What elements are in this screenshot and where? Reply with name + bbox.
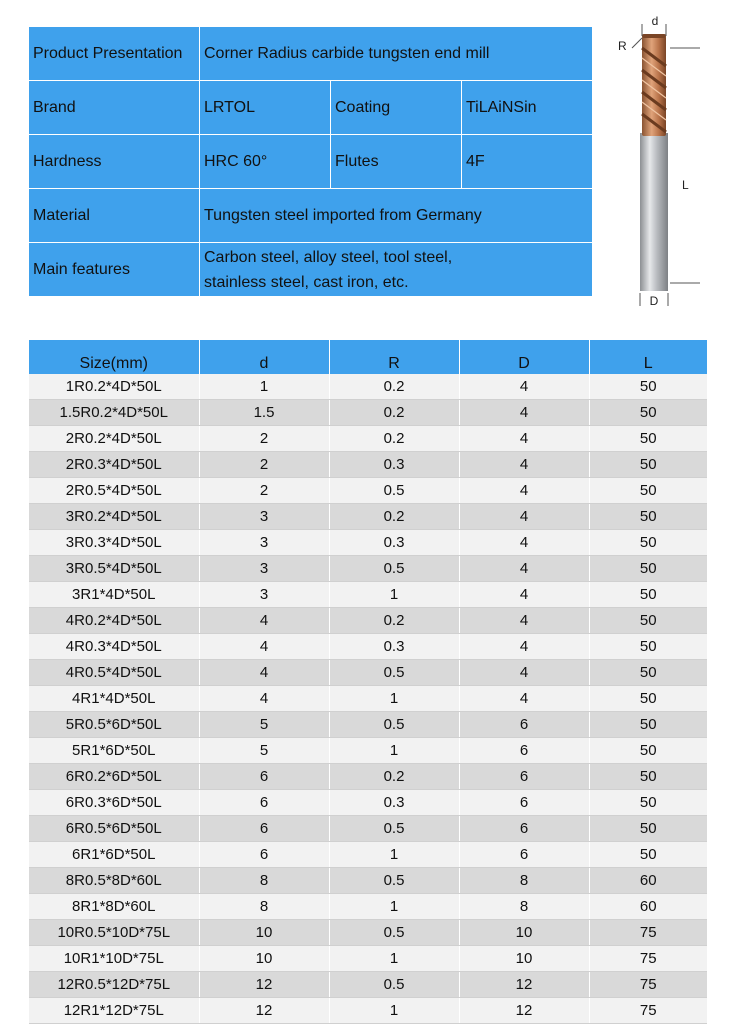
cell-r: 0.2 bbox=[329, 426, 459, 452]
cell-d: 4 bbox=[199, 608, 329, 634]
cell-r: 0.5 bbox=[329, 920, 459, 946]
table-row bbox=[29, 738, 707, 764]
cell-l: 50 bbox=[589, 452, 707, 478]
end-mill-tip bbox=[642, 34, 666, 38]
cell-D: 4 bbox=[459, 582, 589, 608]
cell-d: 12 bbox=[199, 972, 329, 998]
cell-d: 3 bbox=[199, 504, 329, 530]
cell-r: 1 bbox=[329, 998, 459, 1024]
table-row bbox=[29, 374, 707, 400]
cell-d: 6 bbox=[199, 842, 329, 868]
spec-label-material: Material bbox=[29, 189, 199, 242]
cell-l: 50 bbox=[589, 686, 707, 712]
table-row bbox=[29, 634, 707, 660]
cell-size: 10R1*10D*75L bbox=[29, 946, 199, 972]
table-row bbox=[29, 920, 707, 946]
cell-d: 5 bbox=[199, 712, 329, 738]
header-size: Size(mm) bbox=[29, 340, 199, 374]
cell-d: 5 bbox=[199, 738, 329, 764]
cell-size: 1.5R0.2*4D*50L bbox=[29, 400, 199, 426]
table-row bbox=[29, 816, 707, 842]
cell-D: 4 bbox=[459, 530, 589, 556]
cell-r: 0.5 bbox=[329, 712, 459, 738]
cell-l: 50 bbox=[589, 842, 707, 868]
cell-D: 10 bbox=[459, 946, 589, 972]
cell-l: 50 bbox=[589, 582, 707, 608]
cell-size: 2R0.2*4D*50L bbox=[29, 426, 199, 452]
cell-r: 1 bbox=[329, 582, 459, 608]
cell-D: 8 bbox=[459, 894, 589, 920]
cell-l: 75 bbox=[589, 946, 707, 972]
cell-r: 0.2 bbox=[329, 608, 459, 634]
cell-r: 0.2 bbox=[329, 400, 459, 426]
cell-D: 6 bbox=[459, 764, 589, 790]
cell-r: 1 bbox=[329, 686, 459, 712]
table-row bbox=[29, 608, 707, 634]
cell-r: 0.3 bbox=[329, 634, 459, 660]
cell-l: 50 bbox=[589, 816, 707, 842]
spec-label-features: Main features bbox=[29, 243, 199, 296]
cell-size: 6R0.3*6D*50L bbox=[29, 790, 199, 816]
cell-size: 5R0.5*6D*50L bbox=[29, 712, 199, 738]
table-row bbox=[29, 972, 707, 998]
cell-d: 12 bbox=[199, 998, 329, 1024]
header-l: L bbox=[589, 340, 707, 374]
cell-D: 6 bbox=[459, 790, 589, 816]
spec-value-flutes: 4F bbox=[462, 135, 592, 188]
cell-size: 4R0.5*4D*50L bbox=[29, 660, 199, 686]
table-row bbox=[29, 764, 707, 790]
table-row bbox=[29, 712, 707, 738]
cell-D: 12 bbox=[459, 998, 589, 1024]
cell-r: 0.5 bbox=[329, 556, 459, 582]
cell-l: 50 bbox=[589, 530, 707, 556]
header-D: D bbox=[459, 340, 589, 374]
table-row bbox=[29, 582, 707, 608]
cell-l: 50 bbox=[589, 738, 707, 764]
cell-l: 60 bbox=[589, 868, 707, 894]
dim-label-d: d bbox=[651, 14, 659, 28]
cell-size: 1R0.2*4D*50L bbox=[29, 374, 199, 400]
cell-D: 6 bbox=[459, 816, 589, 842]
cell-D: 4 bbox=[459, 426, 589, 452]
cell-d: 3 bbox=[199, 556, 329, 582]
cell-size: 4R1*4D*50L bbox=[29, 686, 199, 712]
cell-r: 0.2 bbox=[329, 504, 459, 530]
cell-D: 4 bbox=[459, 400, 589, 426]
table-row bbox=[29, 790, 707, 816]
cell-l: 50 bbox=[589, 504, 707, 530]
cell-size: 3R0.5*4D*50L bbox=[29, 556, 199, 582]
size-table-header-row bbox=[29, 340, 707, 374]
spec-value-brand: LRTOL bbox=[200, 81, 330, 134]
spec-value-features bbox=[200, 243, 592, 296]
cell-l: 75 bbox=[589, 998, 707, 1024]
cell-d: 1.5 bbox=[199, 400, 329, 426]
table-row bbox=[29, 426, 707, 452]
spec-value-hardness: HRC 60° bbox=[200, 135, 330, 188]
cell-d: 8 bbox=[199, 868, 329, 894]
cell-r: 0.3 bbox=[329, 790, 459, 816]
dim-label-D: D bbox=[649, 294, 659, 308]
table-row bbox=[29, 556, 707, 582]
header-r: R bbox=[329, 340, 459, 374]
cell-l: 50 bbox=[589, 426, 707, 452]
cell-l: 50 bbox=[589, 712, 707, 738]
cell-l: 50 bbox=[589, 634, 707, 660]
cell-l: 50 bbox=[589, 764, 707, 790]
features-line-1: Carbon steel, alloy steel, tool steel, bbox=[204, 248, 453, 266]
cell-r: 1 bbox=[329, 738, 459, 764]
features-line-2: stainless steel, cast iron, etc. bbox=[204, 273, 409, 291]
table-row bbox=[29, 998, 707, 1024]
cell-r: 0.3 bbox=[329, 452, 459, 478]
cell-size: 6R0.5*6D*50L bbox=[29, 816, 199, 842]
table-row bbox=[29, 894, 707, 920]
end-mill-diagram bbox=[610, 8, 720, 318]
cell-size: 3R0.2*4D*50L bbox=[29, 504, 199, 530]
cell-D: 4 bbox=[459, 374, 589, 400]
size-table bbox=[29, 340, 707, 1024]
cell-D: 4 bbox=[459, 608, 589, 634]
cell-d: 2 bbox=[199, 426, 329, 452]
cell-l: 50 bbox=[589, 478, 707, 504]
cell-r: 0.5 bbox=[329, 478, 459, 504]
cell-d: 4 bbox=[199, 634, 329, 660]
table-row bbox=[29, 478, 707, 504]
cell-D: 4 bbox=[459, 660, 589, 686]
cell-r: 0.5 bbox=[329, 660, 459, 686]
table-row bbox=[29, 686, 707, 712]
spec-label-coating: Coating bbox=[331, 81, 461, 134]
dim-label-r: R bbox=[618, 39, 627, 53]
table-row bbox=[29, 530, 707, 556]
cell-size: 2R0.5*4D*50L bbox=[29, 478, 199, 504]
cell-size: 12R1*12D*75L bbox=[29, 998, 199, 1024]
table-row bbox=[29, 400, 707, 426]
cell-d: 10 bbox=[199, 920, 329, 946]
table-row bbox=[29, 842, 707, 868]
cell-D: 6 bbox=[459, 842, 589, 868]
cell-size: 6R0.2*6D*50L bbox=[29, 764, 199, 790]
cell-d: 10 bbox=[199, 946, 329, 972]
cell-size: 10R0.5*10D*75L bbox=[29, 920, 199, 946]
dim-label-l: L bbox=[682, 178, 689, 192]
table-row bbox=[29, 946, 707, 972]
cell-d: 6 bbox=[199, 790, 329, 816]
cell-D: 6 bbox=[459, 712, 589, 738]
cell-l: 50 bbox=[589, 374, 707, 400]
header-d: d bbox=[199, 340, 329, 374]
cell-size: 2R0.3*4D*50L bbox=[29, 452, 199, 478]
dim-line-r bbox=[632, 38, 642, 48]
cell-d: 1 bbox=[199, 374, 329, 400]
cell-D: 12 bbox=[459, 972, 589, 998]
cell-r: 0.3 bbox=[329, 530, 459, 556]
cell-size: 3R1*4D*50L bbox=[29, 582, 199, 608]
cell-d: 4 bbox=[199, 660, 329, 686]
cell-D: 4 bbox=[459, 686, 589, 712]
cell-d: 6 bbox=[199, 816, 329, 842]
spec-label-product: Product Presentation bbox=[29, 27, 199, 80]
cell-size: 4R0.3*4D*50L bbox=[29, 634, 199, 660]
spec-label-hardness: Hardness bbox=[29, 135, 199, 188]
cell-D: 10 bbox=[459, 920, 589, 946]
cell-d: 2 bbox=[199, 478, 329, 504]
cell-size: 8R1*8D*60L bbox=[29, 894, 199, 920]
cell-r: 0.2 bbox=[329, 764, 459, 790]
cell-D: 8 bbox=[459, 868, 589, 894]
cell-l: 50 bbox=[589, 660, 707, 686]
cell-r: 0.5 bbox=[329, 816, 459, 842]
cell-r: 1 bbox=[329, 894, 459, 920]
cell-D: 4 bbox=[459, 478, 589, 504]
cell-l: 75 bbox=[589, 920, 707, 946]
size-table-body bbox=[29, 374, 707, 1024]
cell-r: 1 bbox=[329, 842, 459, 868]
cell-l: 50 bbox=[589, 400, 707, 426]
spec-value-coating: TiLAiNSin bbox=[462, 81, 592, 134]
table-row bbox=[29, 660, 707, 686]
cell-D: 4 bbox=[459, 504, 589, 530]
cell-l: 50 bbox=[589, 790, 707, 816]
spec-table bbox=[29, 27, 589, 296]
cell-d: 2 bbox=[199, 452, 329, 478]
cell-d: 3 bbox=[199, 530, 329, 556]
cell-l: 50 bbox=[589, 556, 707, 582]
cell-l: 60 bbox=[589, 894, 707, 920]
cell-size: 4R0.2*4D*50L bbox=[29, 608, 199, 634]
cell-d: 3 bbox=[199, 582, 329, 608]
cell-d: 6 bbox=[199, 764, 329, 790]
cell-r: 0.5 bbox=[329, 972, 459, 998]
cell-size: 6R1*6D*50L bbox=[29, 842, 199, 868]
spec-label-brand: Brand bbox=[29, 81, 199, 134]
table-row bbox=[29, 452, 707, 478]
cell-size: 5R1*6D*50L bbox=[29, 738, 199, 764]
cell-r: 1 bbox=[329, 946, 459, 972]
cell-d: 4 bbox=[199, 686, 329, 712]
cell-size: 8R0.5*8D*60L bbox=[29, 868, 199, 894]
end-mill-shank bbox=[640, 133, 668, 291]
cell-D: 4 bbox=[459, 452, 589, 478]
cell-l: 75 bbox=[589, 972, 707, 998]
cell-size: 12R0.5*12D*75L bbox=[29, 972, 199, 998]
spec-value-product: Corner Radius carbide tungsten end mill bbox=[200, 27, 592, 80]
cell-size: 3R0.3*4D*50L bbox=[29, 530, 199, 556]
spec-value-material: Tungsten steel imported from Germany bbox=[200, 189, 592, 242]
cell-d: 8 bbox=[199, 894, 329, 920]
cell-D: 4 bbox=[459, 556, 589, 582]
table-row bbox=[29, 504, 707, 530]
spec-label-flutes: Flutes bbox=[331, 135, 461, 188]
cell-l: 50 bbox=[589, 608, 707, 634]
cell-D: 4 bbox=[459, 634, 589, 660]
cell-r: 0.2 bbox=[329, 374, 459, 400]
cell-r: 0.5 bbox=[329, 868, 459, 894]
table-row bbox=[29, 868, 707, 894]
cell-D: 6 bbox=[459, 738, 589, 764]
